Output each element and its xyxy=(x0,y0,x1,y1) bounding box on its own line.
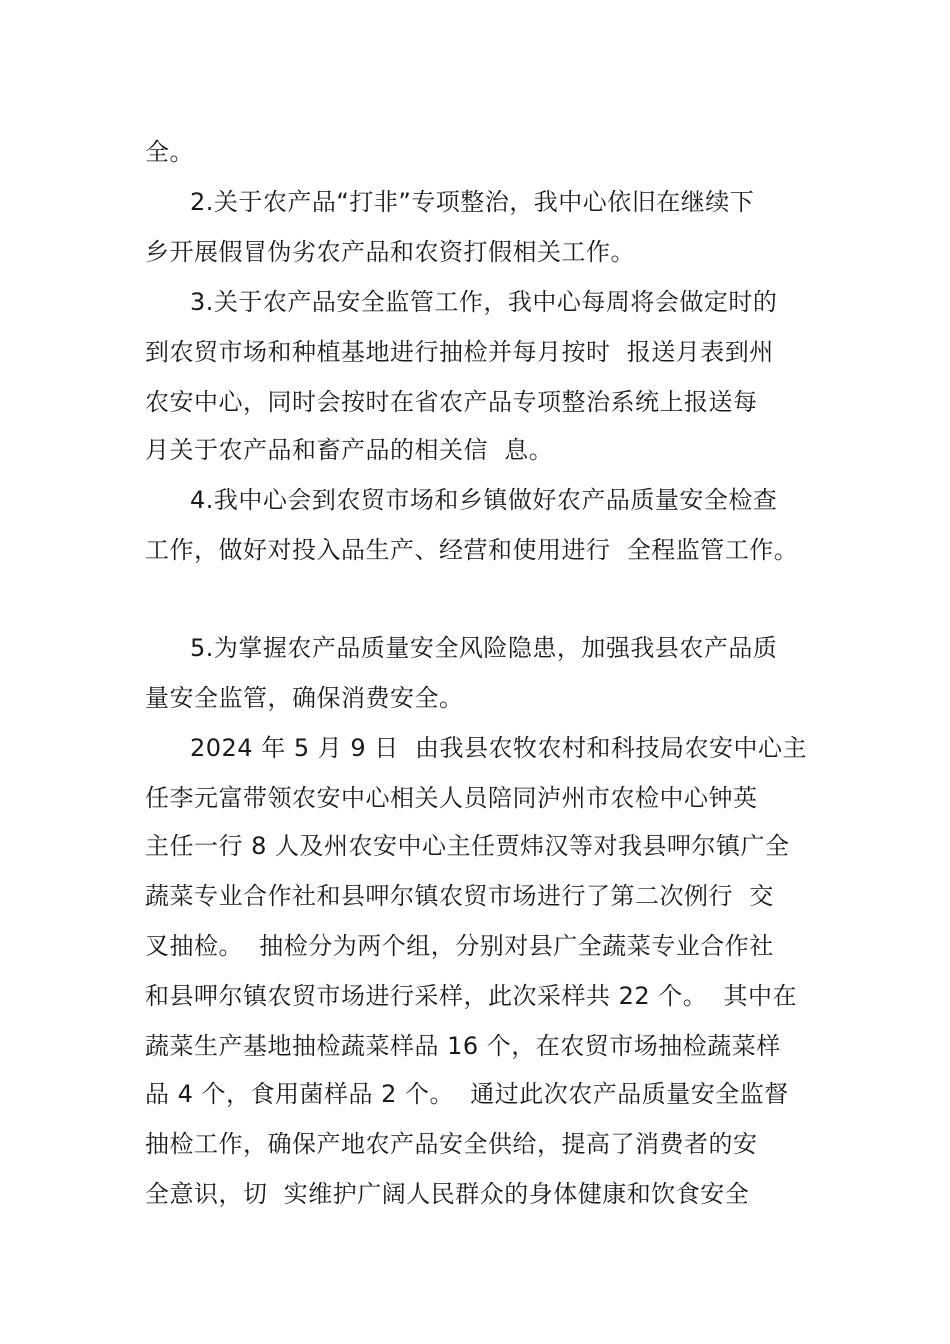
text-line: 农安中心，同时会按时在省农产品专项整治系统上报送每 xyxy=(145,388,758,416)
text-line: 和县呷尔镇农贸市场进行采样，此次采样共 22 个。 其中在 xyxy=(145,982,798,1010)
text-line: 任李元富带领农安中心相关人员陪同泸州市农检中心钟英 xyxy=(145,784,758,812)
text-line: 4.我中心会到农贸市场和乡镇做好农产品质量安全检查 xyxy=(190,486,778,514)
text-line: 乡开展假冒伪劣农产品和农资打假相关工作。 xyxy=(145,238,635,266)
text-line: 到农贸市场和种植基地进行抽检并每月按时 报送月表到州 xyxy=(145,338,774,366)
text-line: 主任一行 8 人及州农安中心主任贾炜汉等对我县呷尔镇广全 xyxy=(145,832,790,860)
text-line: 叉抽检。 抽检分为两个组，分别对县广全蔬菜专业合作社 xyxy=(145,932,774,960)
text-line: 品 4 个，食用菌样品 2 个。 通过此次农产品质量安全监督 xyxy=(145,1080,789,1108)
text-line: 2.关于农产品“打非”专项整治，我中心依旧在继续下 xyxy=(190,188,755,216)
text-line: 抽检工作，确保产地农产品安全供给，提高了消费者的安 xyxy=(145,1130,758,1158)
text-line: 工作，做好对投入品生产、经营和使用进行 全程监管工作。 xyxy=(145,536,799,564)
text-line: 量安全监管，确保消费安全。 xyxy=(145,684,464,712)
text-line: 3.关于农产品安全监管工作，我中心每周将会做定时的 xyxy=(190,288,778,316)
text-line: 全意识，切 实维护广阔人民群众的身体健康和饮食安全 xyxy=(145,1180,750,1208)
text-line: 月关于农产品和畜产品的相关信 息。 xyxy=(145,436,554,464)
text-line: 5.为掌握农产品质量安全风险隐患，加强我县农产品质 xyxy=(190,634,778,662)
text-line: 全。 xyxy=(145,138,194,166)
text-line: 蔬菜专业合作社和县呷尔镇农贸市场进行了第二次例行 交 xyxy=(145,882,774,910)
text-line: 蔬菜生产基地抽检蔬菜样品 16 个，在农贸市场抽检蔬菜样 xyxy=(145,1032,781,1060)
text-line: 2024 年 5 月 9 日 由我县农牧农村和科技局农安中心主 xyxy=(190,734,808,762)
